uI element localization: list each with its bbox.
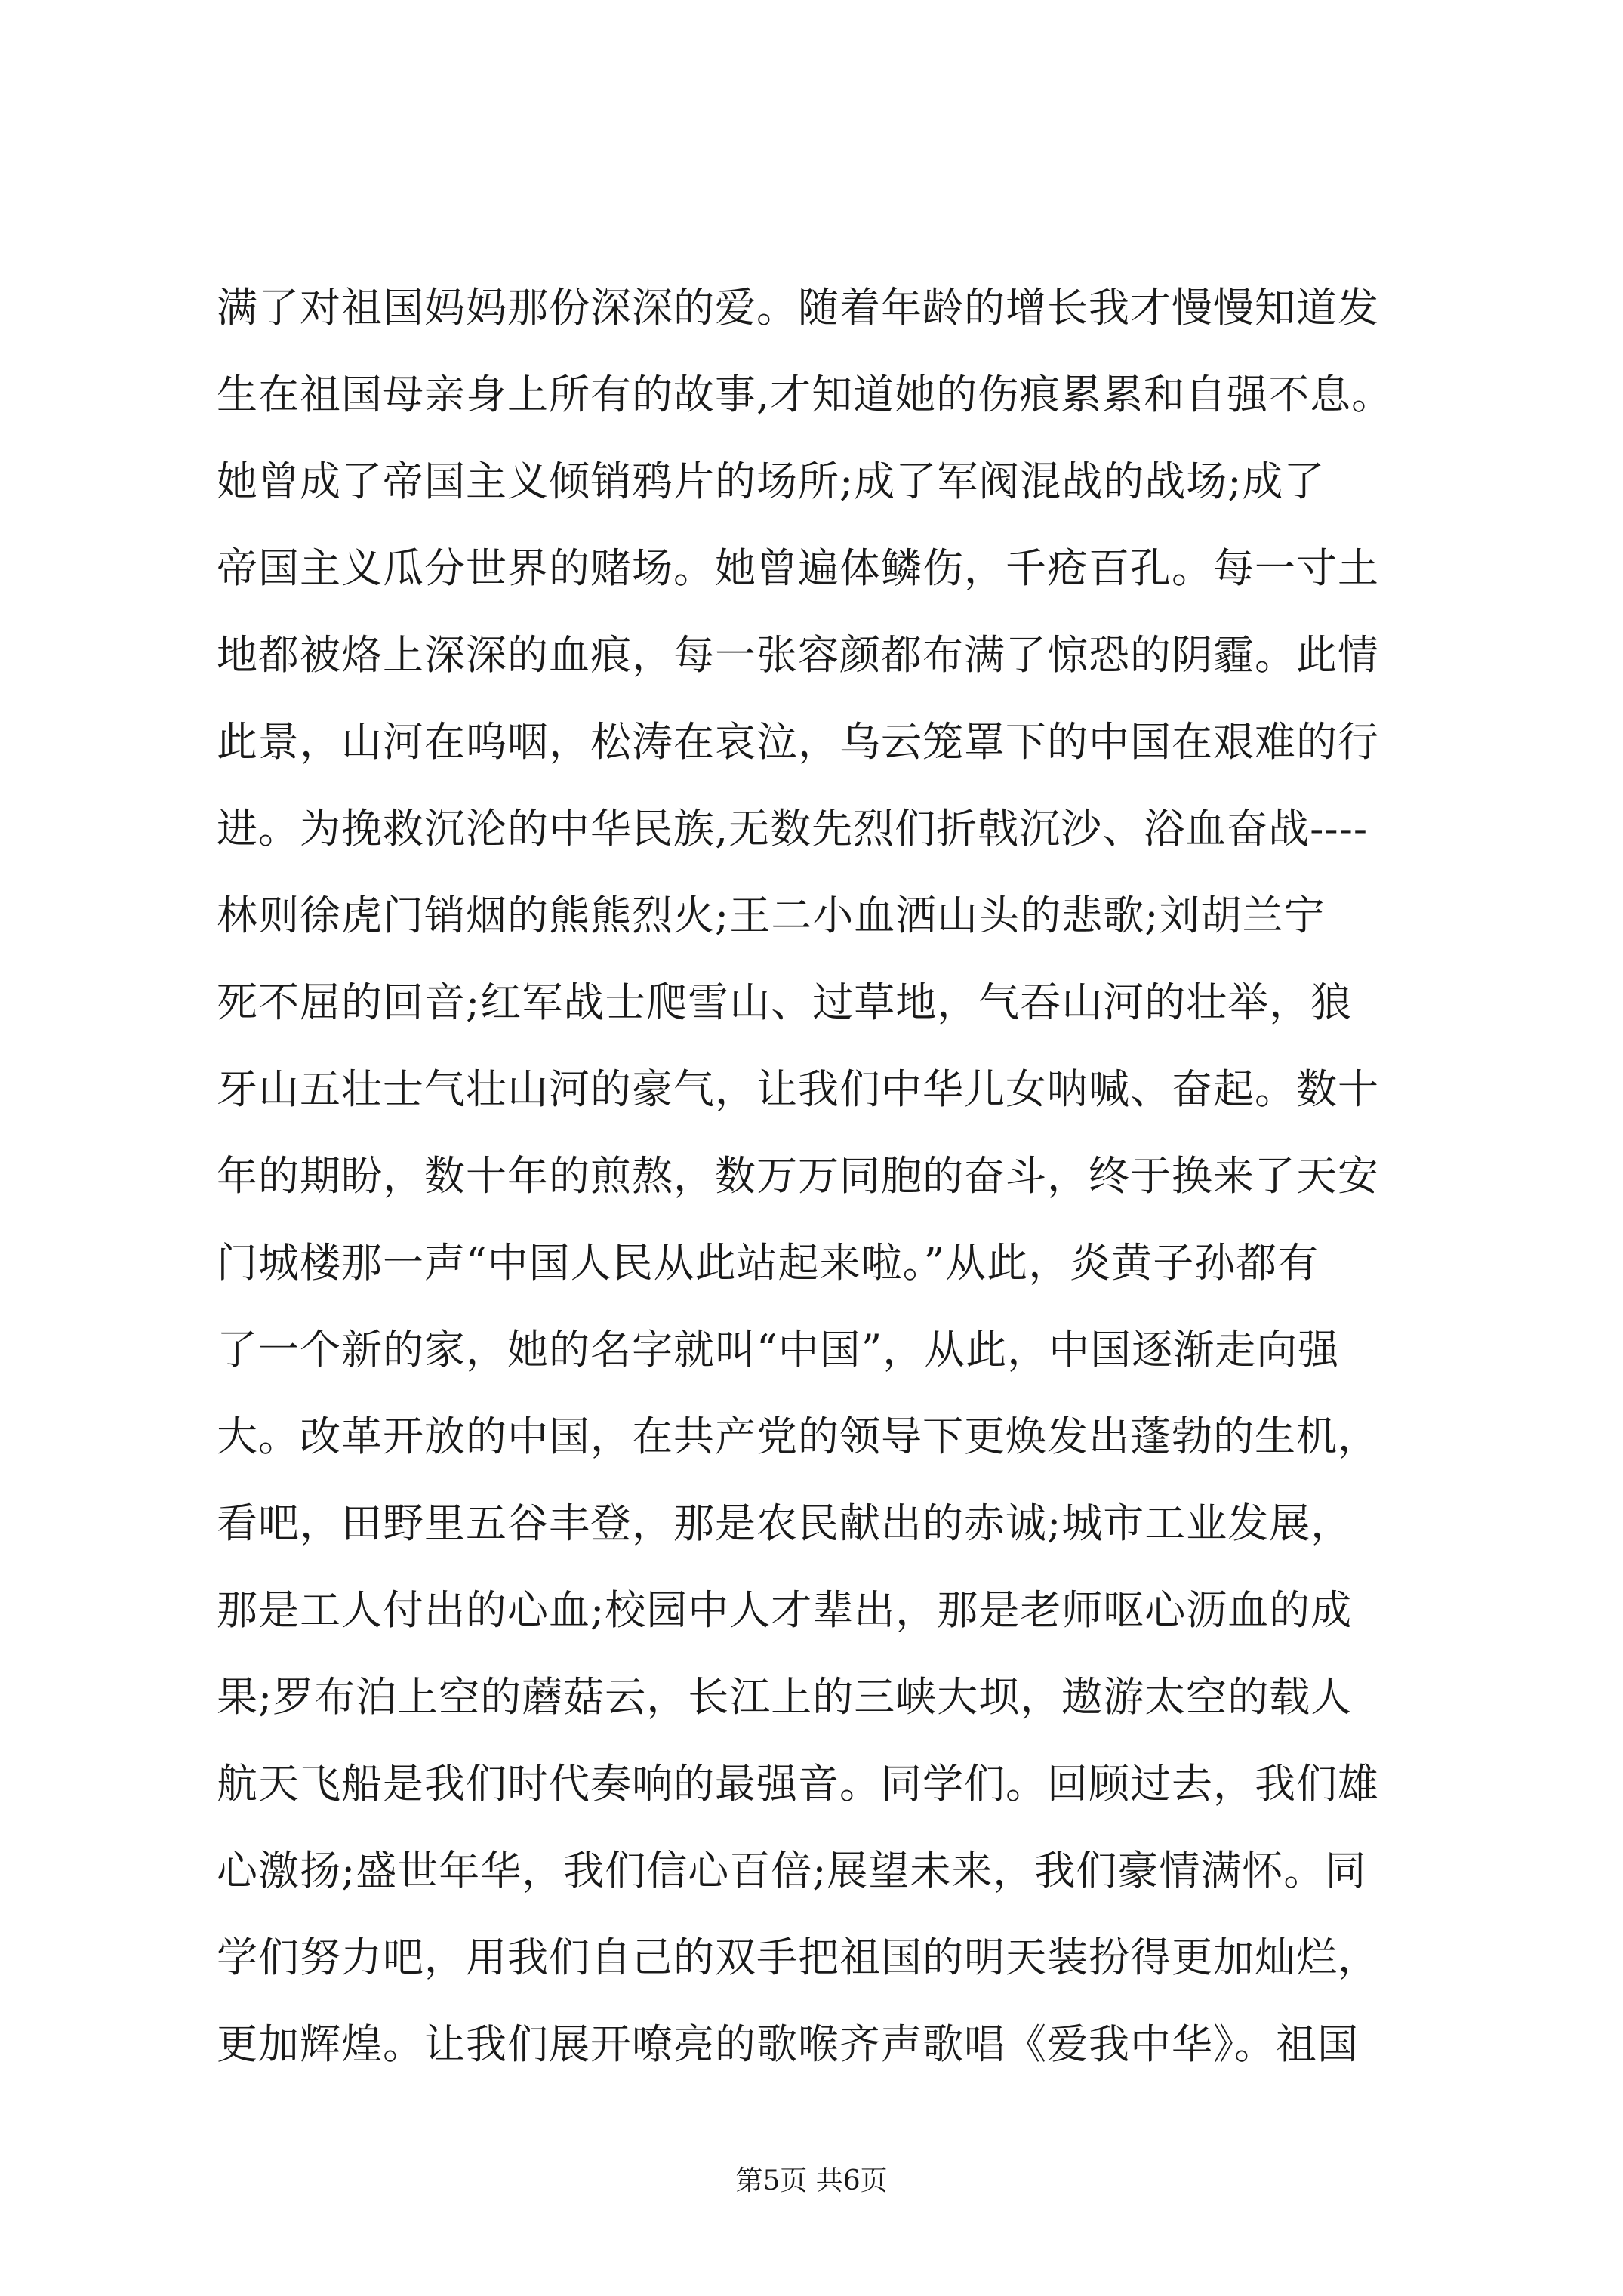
text-line: 地都被烙上深深的血痕，每一张容颜都布满了惊恐的阴霾。此情: [217, 631, 1379, 679]
text-line: 了一个新的家，她的名字就叫“中国”，从此，中国逐渐走向强: [217, 1326, 1340, 1373]
text-line: 门城楼那一声“中国人民从此站起来啦。”从此，炎黄子孙都有: [217, 1239, 1320, 1287]
text-line: 满了对祖国妈妈那份深深的爱。随着年龄的增长我才慢慢知道发: [217, 284, 1379, 331]
text-line: 生在祖国母亲身上所有的故事,才知道她的伤痕累累和自强不息。: [217, 371, 1394, 418]
text-line: 林则徐虎门销烟的熊熊烈火;王二小血洒山头的悲歌;刘胡兰宁: [217, 892, 1326, 939]
text-line: 牙山五壮士气壮山河的豪气，让我们中华儿女呐喊、奋起。数十: [217, 1065, 1379, 1113]
page-number-footer: 第5页 共6页: [735, 2165, 888, 2196]
text-line: 学们努力吧，用我们自己的双手把祖国的明天装扮得更加灿烂，: [217, 1934, 1379, 1981]
text-line: 帝国主义瓜分世界的赌场。她曾遍体鳞伤，千疮百孔。每一寸土: [217, 544, 1379, 592]
body-text: [217, 264, 1455, 2088]
text-line: 死不屈的回音;红军战士爬雪山、过草地，气吞山河的壮举，狼: [217, 978, 1353, 1026]
text-line: 那是工人付出的心血;校园中人才辈出，那是老师呕心沥血的成: [217, 1586, 1353, 1634]
text-line: 进。为挽救沉沦的中华民族,无数先烈们折戟沉沙、浴血奋战----: [217, 805, 1369, 852]
text-line: 心激扬;盛世年华，我们信心百倍;展望未来，我们豪情满怀。同: [217, 1847, 1367, 1894]
text-line: 看吧，田野里五谷丰登，那是农民献出的赤诚;城市工业发展，: [217, 1499, 1353, 1547]
text-line: 此景，山河在呜咽，松涛在哀泣，乌云笼罩下的中国在艰难的行: [217, 718, 1379, 766]
text-line: 年的期盼，数十年的煎熬，数万万同胞的奋斗，终于换来了天安: [217, 1152, 1379, 1200]
text-line: 航天飞船是我们时代奏响的最强音。同学们。回顾过去，我们雄: [217, 1760, 1379, 1808]
text-line: 大。改革开放的中国，在共产党的领导下更焕发出蓬勃的生机，: [217, 1413, 1379, 1460]
text-line: 更加辉煌。让我们展开嘹亮的歌喉齐声歌唱《爱我中华》。祖国: [217, 2020, 1359, 2068]
text-line: 她曾成了帝国主义倾销鸦片的场所;成了军阀混战的战场;成了: [217, 458, 1326, 505]
text-line: 果;罗布泊上空的蘑菇云，长江上的三峡大坝，遨游太空的载人: [217, 1673, 1353, 1721]
